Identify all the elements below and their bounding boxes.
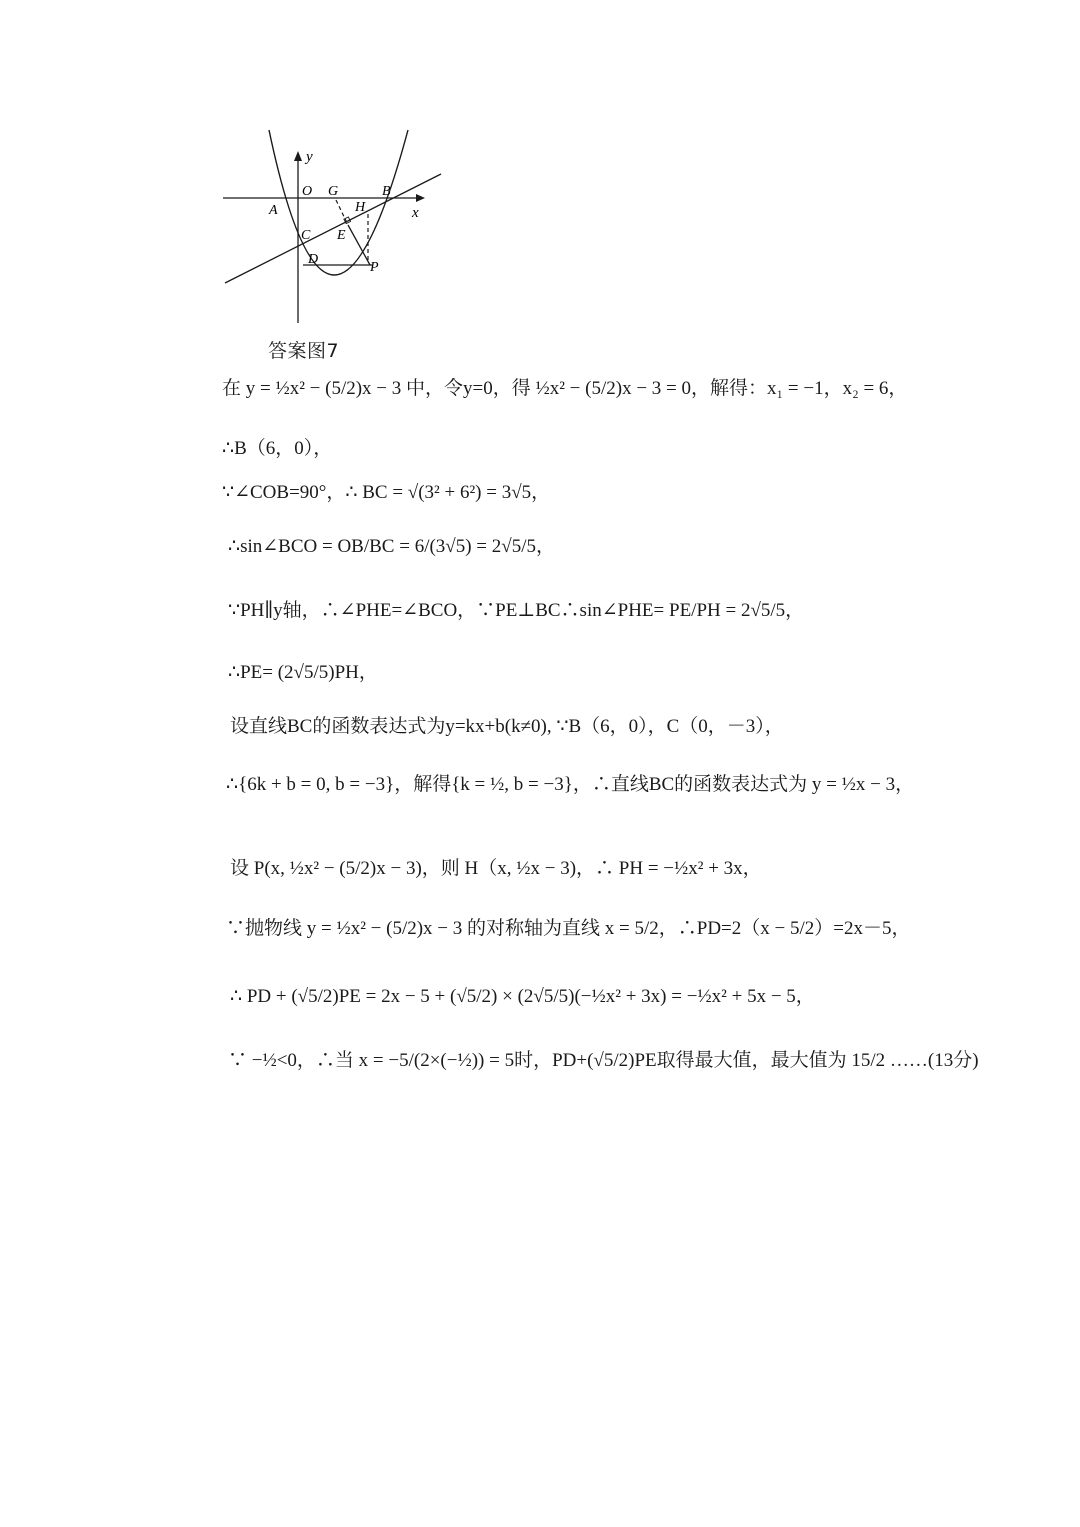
label-h: H [355, 200, 366, 215]
solution-line-12: ∵ −½<0，∴当 x = −5/(2×(−½)) = 5时，PD+(√5/2)PE取得最大值，最大值为 15/2 ……(13分) [228, 1050, 979, 1071]
segment-ge [336, 200, 348, 225]
solution-line-4: ∴sin∠BCO = OB/BC = 6/(3√5) = 2√5/5， [228, 536, 555, 557]
label-b: B [382, 184, 391, 199]
label-x: x [412, 205, 419, 221]
y-axis-arrow [294, 151, 302, 161]
solution-line-10: ∵抛物线 y = ½x² − (5/2)x − 3 的对称轴为直线 x = 5/2，∴PD=2（x − 5/2）=2x－5， [226, 918, 911, 939]
solution-line-5: ∵PH∥y轴，∴∠PHE=∠BCO，∵PE⊥BC∴sin∠PHE= PE/PH = 2√5/5， [228, 600, 805, 621]
label-p: P [370, 260, 379, 275]
label-o: O [302, 184, 313, 199]
label-d: D [308, 252, 319, 267]
parabola-curve [269, 130, 408, 275]
solution-line-7: 设直线BC的函数表达式为y=kx+b(k≠0), ∵B（6，0），C（0，－3）， [230, 716, 784, 737]
label-a: A [269, 203, 278, 218]
solution-line-1: 在 y = ½x² − (5/2)x − 3 中，令y=0，得 ½x² − (5/2)x − 3 = 0，解得：x₁ = −1，x₂ = 6， [222, 378, 908, 399]
solution-line-9: 设 P(x, ½x² − (5/2)x − 3)，则 H（x, ½x − 3)，∴ PH = −½x² + 3x， [230, 858, 762, 879]
x-axis-arrow [416, 194, 425, 202]
parabola-figure [220, 125, 445, 325]
solution-line-6: ∴PE= (2√5/5)PH， [228, 662, 378, 683]
solution-line-8: ∴{6k + b = 0, b = −3}，解得{k = ½, b = −3}，∴直线BC的函数表达式为 y = ½x − 3， [226, 774, 915, 795]
solution-line-3: ∵∠COB=90°，∴ BC = √(3² + 6²) = 3√5， [222, 482, 551, 503]
label-g: G [328, 184, 339, 199]
label-c: C [301, 228, 311, 243]
label-y: y [306, 149, 313, 165]
solution-line-2: ∴B（6，0）， [222, 438, 333, 459]
figure-caption: 答案图7 [268, 340, 340, 362]
label-e: E [337, 228, 346, 243]
solution-line-11: ∴ PD + (√5/2)PE = 2x − 5 + (√5/2) × (2√5/5)(−½x² + 3x) = −½x² + 5x − 5， [230, 986, 815, 1007]
